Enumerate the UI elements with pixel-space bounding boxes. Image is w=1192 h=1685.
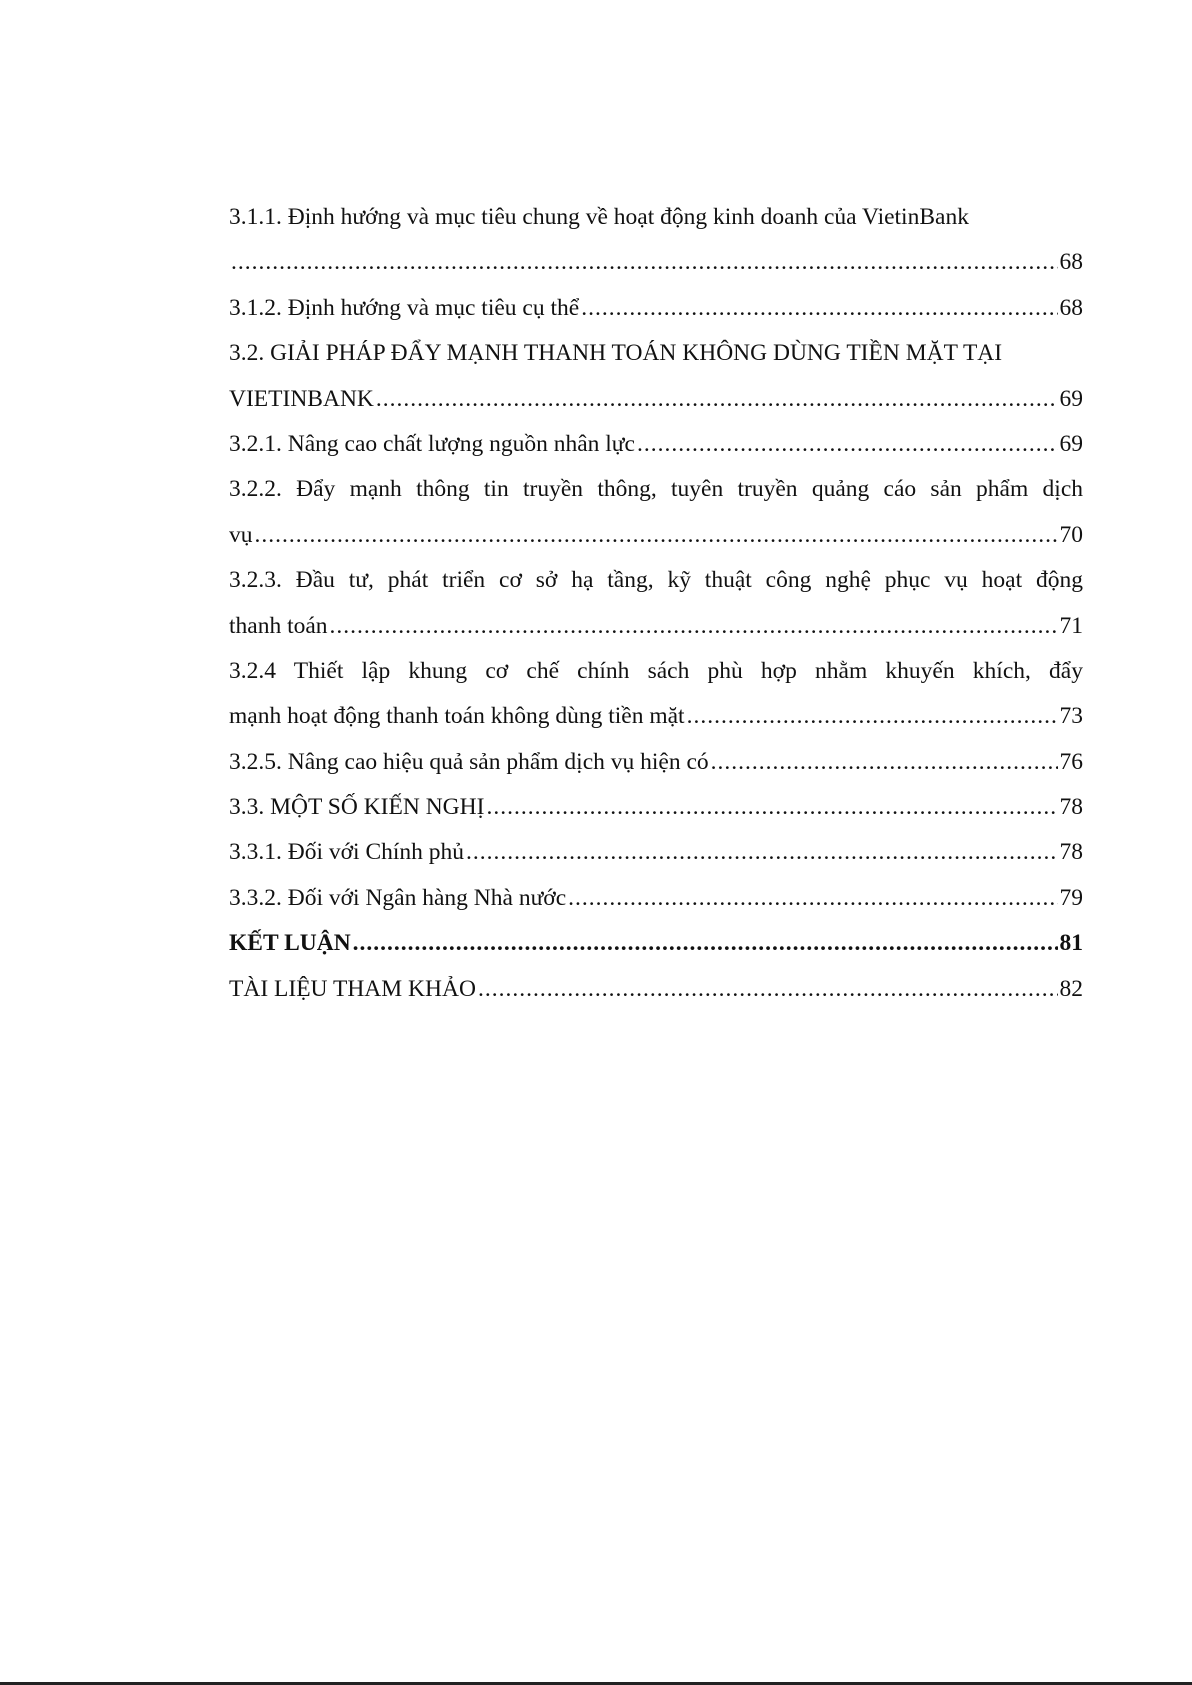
toc-page-number: 68 [1059, 249, 1083, 276]
dot-leader [376, 377, 1058, 422]
toc-entry-3-1-1-leader-row[interactable] [229, 240, 1083, 285]
toc-entry-label: 3.2.1. Nâng cao chất lượng nguồn nhân lực [229, 430, 635, 457]
toc-page-number: 78 [1059, 839, 1083, 866]
toc-entry-label: 3.2. GIẢI PHÁP ĐẨY MẠNH THANH TOÁN KHÔNG DÙNG TIỀN MẶT TẠI [229, 340, 1003, 367]
toc-entry-3-3-2[interactable] [229, 876, 1083, 921]
toc-entry-conclusion[interactable] [229, 921, 1083, 966]
dot-leader [255, 513, 1058, 558]
toc-entry-label: KẾT LUẬN [229, 930, 351, 957]
toc-entry-label: TÀI LIỆU THAM KHẢO [229, 975, 476, 1002]
toc-page-number: 78 [1059, 794, 1083, 821]
table-of-contents [229, 195, 1083, 1012]
toc-entry-3-2-2-leader-row[interactable] [229, 513, 1083, 558]
toc-entry-3-2-2-title[interactable] [229, 467, 1083, 512]
toc-entry-label: mạnh hoạt động thanh toán không dùng tiền mặt [229, 703, 685, 730]
toc-entry-label: thanh toán [229, 612, 328, 639]
toc-entry-label: VIETINBANK [229, 385, 374, 412]
dot-leader [330, 604, 1058, 649]
toc-entry-label: 3.2.2. Đẩy mạnh thông tin truyền thông, tuyên truyền quảng cáo sản phẩm dịch [229, 476, 1083, 503]
dot-leader [687, 694, 1058, 739]
toc-entry-3-2-5[interactable] [229, 740, 1083, 785]
toc-entry-3-2-4-leader-row[interactable] [229, 694, 1083, 739]
toc-page-number: 82 [1059, 975, 1083, 1002]
dot-leader [466, 830, 1057, 875]
toc-entry-3-2-title[interactable] [229, 331, 1083, 376]
toc-entry-3-2-3-leader-row[interactable] [229, 604, 1083, 649]
toc-entry-3-1-2[interactable] [229, 286, 1083, 331]
toc-entry-label: 3.3.1. Đối với Chính phủ [229, 839, 465, 866]
dot-leader [486, 785, 1057, 830]
toc-entry-label: vụ [229, 521, 253, 548]
dot-leader [231, 240, 1058, 285]
toc-page-number: 71 [1059, 612, 1083, 639]
toc-entry-label: 3.2.5. Nâng cao hiệu quả sản phẩm dịch vụ hiện có [229, 748, 709, 775]
dot-leader [637, 422, 1058, 467]
toc-entry-3-2-4-title[interactable] [229, 649, 1083, 694]
dot-leader [581, 286, 1057, 331]
toc-entry-label: 3.3. MỘT SỐ KIẾN NGHỊ [229, 794, 485, 821]
toc-entry-3-3[interactable] [229, 785, 1083, 830]
toc-entry-label: 3.3.2. Đối với Ngân hàng Nhà nước [229, 884, 567, 911]
dot-leader [711, 740, 1058, 785]
toc-entry-3-3-1[interactable] [229, 830, 1083, 875]
toc-page-number: 76 [1059, 748, 1083, 775]
toc-entry-3-2-3-title[interactable] [229, 558, 1083, 603]
toc-entry-3-2-leader-row[interactable] [229, 377, 1083, 422]
toc-entry-label: 3.1.2. Định hướng và mục tiêu cụ thể [229, 294, 580, 321]
toc-page-number: 69 [1059, 430, 1083, 457]
dot-leader [568, 876, 1057, 921]
toc-entry-label: 3.2.3. Đầu tư, phát triển cơ sở hạ tầng, kỹ thuật công nghệ phục vụ hoạt động [229, 567, 1083, 594]
toc-page-number: 69 [1059, 385, 1083, 412]
toc-entry-references[interactable] [229, 967, 1083, 1012]
dot-leader [478, 967, 1058, 1012]
toc-page-number: 73 [1059, 703, 1083, 730]
toc-page-number: 68 [1059, 294, 1083, 321]
dot-leader [353, 921, 1058, 966]
toc-page-number: 81 [1059, 930, 1083, 957]
toc-entry-label: 3.1.1. Định hướng và mục tiêu chung về hoạt động kinh doanh của VietinBank [229, 204, 969, 230]
toc-entry-3-2-1[interactable] [229, 422, 1083, 467]
toc-entry-label: 3.2.4 Thiết lập khung cơ chế chính sách phù hợp nhằm khuyến khích, đẩy [229, 657, 1083, 684]
toc-page-number: 70 [1059, 521, 1083, 548]
toc-entry-3-1-1-title[interactable] [229, 195, 1083, 240]
toc-page-number: 79 [1059, 884, 1083, 911]
